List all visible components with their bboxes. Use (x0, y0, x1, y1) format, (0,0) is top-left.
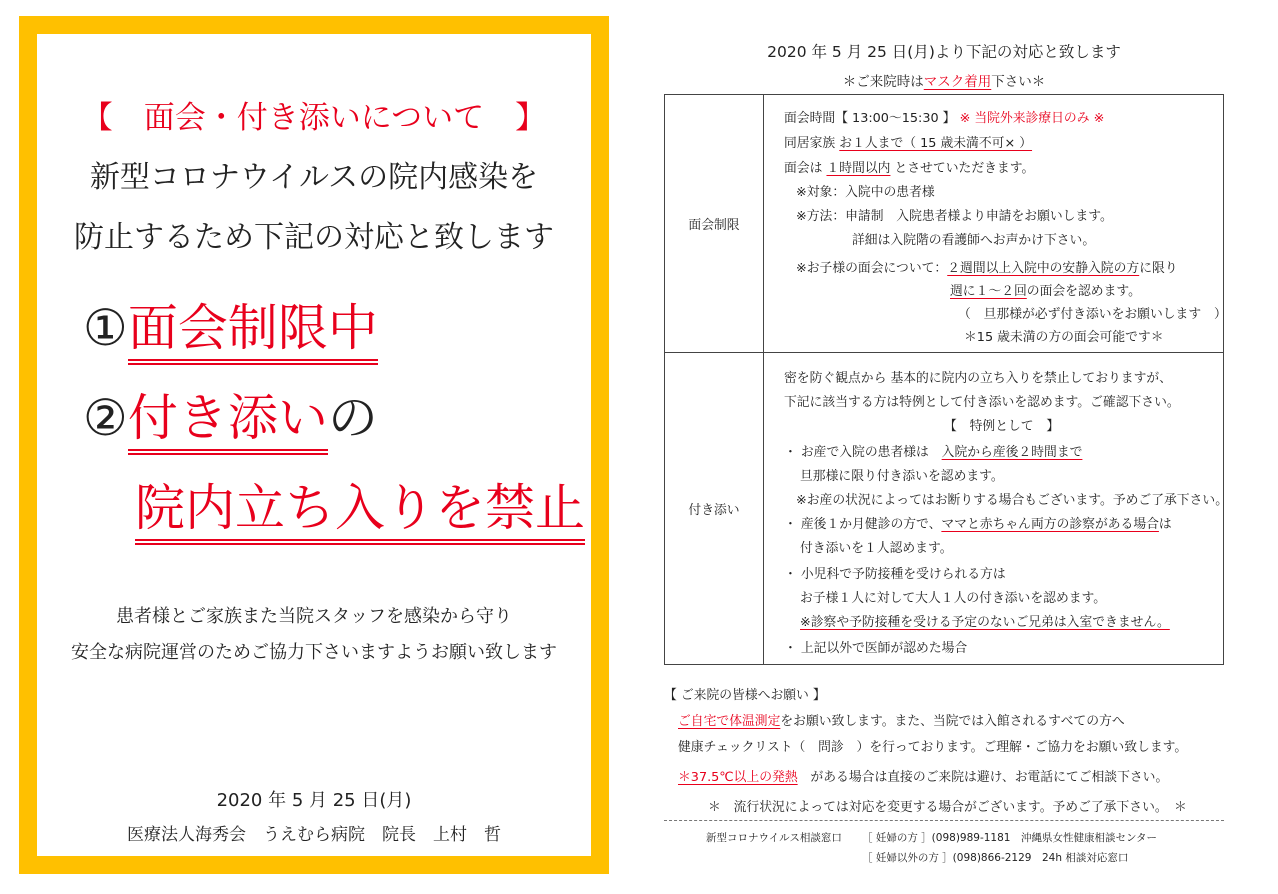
attend-checkup (784, 513, 1172, 532)
contact-label: 新型コロナウイルス相談窓口 (706, 832, 842, 844)
attend-checkup-condition: ママと赤ちゃん両方の診察がある場合 (941, 517, 1159, 532)
visit-method: ※方法：申請制 入院患者様より申請をお願いします。 (796, 209, 1113, 224)
mask-pre: ＊ご来院時は (842, 74, 924, 90)
poster-line-1: 新型コロナウイルスの院内感染を (89, 160, 539, 195)
visit-child-post: に限り (1139, 261, 1178, 276)
notice-header: 2020 年 5 月 25 日(月)より下記の対応と致します (767, 43, 1121, 61)
poster-message-2: 安全な病院運営のためご協力下さいますようお願い致します (71, 642, 557, 663)
attend-vaccine-line2: お子様１人に対して大人１人の付き添いを認めます。 (800, 591, 1107, 606)
poster-signature: 医療法人海秀会 うえむら病院 院長 上村 哲 (127, 825, 501, 845)
mask-required: マスク着用 (923, 74, 992, 90)
visit-time-text: 面会時間【 13:00～15:30 】 (784, 111, 956, 126)
poster-message-1: 患者様とご家族また当院スタッフを感染から守り (116, 606, 512, 627)
item2-number: ② (83, 389, 128, 447)
item-attendance (83, 386, 378, 450)
attend-checkup-line2: 付き添いを１人認めます。 (800, 541, 953, 556)
visit-child-frequency (950, 280, 1141, 299)
visit-child-frequency-em: 週に１～２回 (950, 284, 1027, 299)
visit-family-limit: お１人まで（ 15 歳未満不可× ） (839, 136, 1033, 151)
visit-child-age: ＊15 歳未満の方の面会可能です＊ (964, 330, 1164, 345)
request-line-4: ＊ 流行状況によっては対応を変更する場合がございます。予めご了承下さい。 ＊ (708, 800, 1187, 815)
visit-duration-post: とさせていただきます。 (894, 161, 1035, 176)
visit-child-condition: ２週間以上入院中の安静入院の方 (947, 261, 1140, 276)
visit-details (764, 95, 1227, 353)
visit-family (784, 132, 1032, 151)
notice-poster (19, 16, 609, 874)
request-line-3 (678, 766, 1168, 785)
attend-checkup-post: は (1158, 517, 1172, 532)
rules-table (664, 94, 1228, 665)
item2-suffix: の (327, 389, 378, 447)
table-row-attend (665, 353, 1224, 665)
visit-family-pre: 同居家族 (784, 136, 836, 151)
item-entry-prohibited (135, 476, 585, 540)
contact-pregnant: ［ 妊婦の方 ］(098)989-1181 沖縄県女性健康相談センター (862, 832, 1158, 844)
request-line-1-post: をお願い致します。また、当院では入館されるすべての方へ (780, 714, 1125, 729)
request-temperature: ご自宅で体温測定 (678, 714, 781, 729)
attend-birth-pre: ・ お産で入院の患者様は (784, 445, 929, 460)
attend-birth-line3: ※お産の状況によってはお断りする場合もございます。予めご了承下さい。 (796, 493, 1228, 508)
visit-child-pre: ※お子様の面会について： (796, 261, 948, 276)
item3-text: 院内立ち入りを禁止 (135, 479, 585, 545)
visit-duration (784, 157, 1034, 176)
request-line-3-post: がある場合は直接のご来院は避け、お電話にてご相談下さい。 (810, 770, 1169, 785)
attend-vaccine: ・ 小児科で予防接種を受けられる方は (784, 567, 1006, 582)
attend-doctor: ・ 上記以外で医師が認めた場合 (784, 641, 968, 656)
attend-checkup-pre: ・ 産後１か月健診の方で、 (784, 517, 942, 532)
visit-method-detail: 詳細は入院階の看護師へお声かけ下さい。 (852, 233, 1096, 248)
visit-child-frequency-post: の面会を認めます。 (1026, 284, 1141, 299)
request-line-2: 健康チェックリスト（ 問診 ）を行っております。ご理解・ご協力をお願い致します。 (678, 740, 1188, 755)
attend-birth-period: 入院から産後２時間まで (941, 445, 1083, 460)
visit-child-note: （ 旦那様が必ず付き添いをお願いします ） (958, 307, 1227, 322)
poster-date: 2020 年 5 月 25 日(月) (216, 790, 412, 811)
attend-intro-2: 下記に該当する方は特例として付き添いを認めます。ご確認下さい。 (784, 395, 1180, 410)
visit-label: 面会制限 (665, 95, 764, 353)
attend-vaccine-line3: ※診察や予防接種を受ける予定のないご兄弟は入室できません。 (800, 615, 1170, 630)
attend-birth (784, 441, 1082, 460)
attend-label: 付き添い (665, 353, 764, 665)
visit-target: ※対象：入院中の患者様 (796, 185, 935, 200)
visit-time-note: ※ 当院外来診療日のみ ※ (959, 111, 1105, 126)
attend-details (764, 353, 1228, 665)
item1-text: 面会制限中 (128, 299, 378, 365)
request-title: 【 ご来院の皆様へお願い 】 (664, 688, 826, 703)
visit-duration-limit: １時間以内 (826, 161, 891, 176)
poster-line-2: 防止するため下記の対応と致します (74, 220, 554, 255)
item2-text: 付き添い (128, 389, 328, 455)
visit-duration-pre: 面会は (784, 161, 823, 176)
attend-exception-title: 【 特例として 】 (944, 419, 1060, 434)
item1-number: ① (83, 299, 128, 357)
mask-notice (664, 70, 1224, 90)
table-row-visit (665, 95, 1224, 353)
attend-birth-line2: 旦那様に限り付き添いを認めます。 (800, 469, 1004, 484)
request-fever: ＊37.5℃以上の発熱 (678, 770, 798, 785)
divider (664, 820, 1224, 821)
poster-title: 【 面会・付き添いについて 】 (81, 100, 547, 136)
visit-child (796, 257, 1178, 276)
contact-general: ［ 妊婦以外の方 ］(098)866-2129 24h 相談対応窓口 (862, 852, 1129, 864)
item-visit-restricted (83, 296, 378, 360)
visit-time (784, 107, 1104, 126)
attend-intro-1: 密を防ぐ観点から 基本的に院内の立ち入りを禁止しておりますが、 (784, 371, 1172, 386)
request-line-1 (678, 710, 1125, 729)
mask-post: 下さい＊ (991, 74, 1046, 90)
